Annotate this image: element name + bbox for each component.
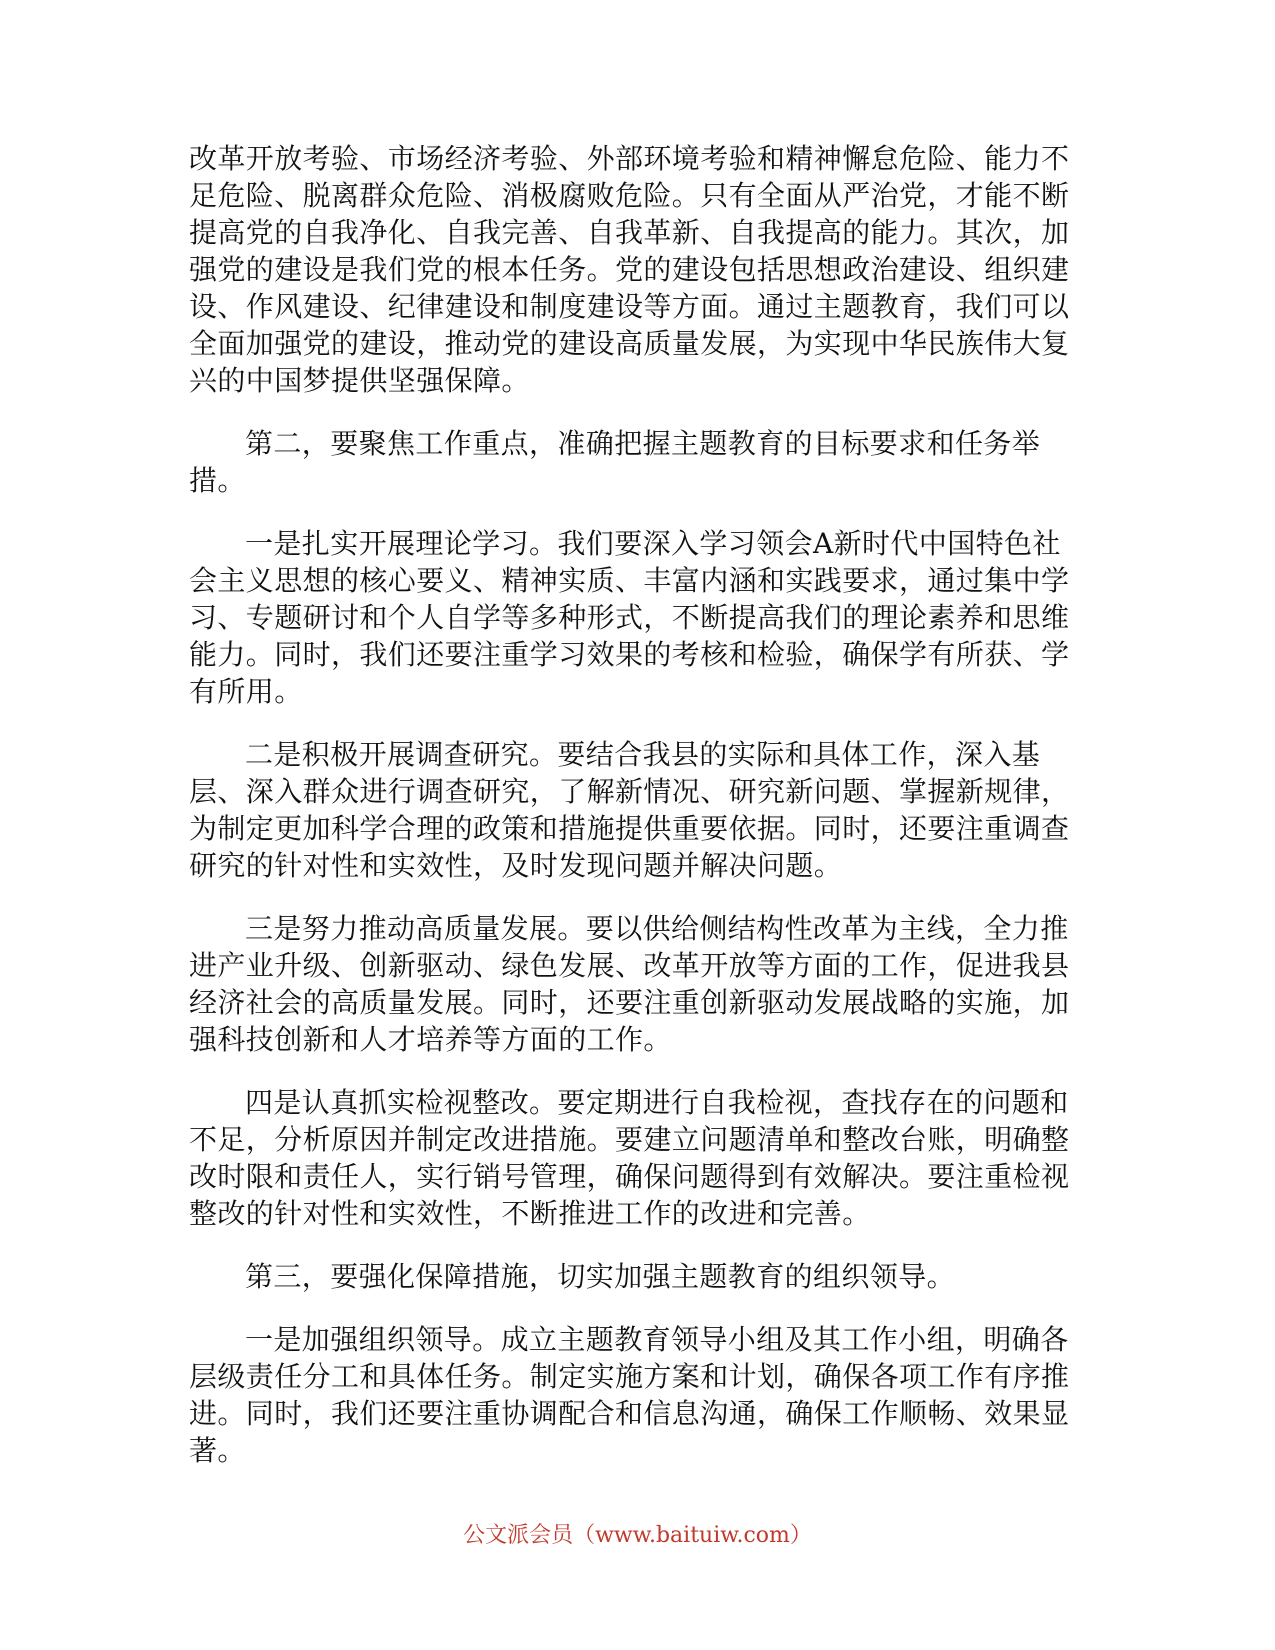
paragraph-theory-study: 一是扎实开展理论学习。我们要深入学习领会A新时代中国特色社会主义思想的核心要义、精神实质、丰富内涵和实践要求，通过集中学习、专题研讨和个人自学等多种形式，不断提高我们的理论素养和思维能力。同时，我们还要注重学习效果的考核和检验，确保学有所获、学有所用。 — [189, 527, 1070, 708]
paragraph-high-quality-development: 三是努力推动高质量发展。要以供给侧结构性改革为主线，全力推进产业升级、创新驱动、绿色发展、改革开放等方面的工作，促进我县经济社会的高质量发展。同时，还要注重创新驱动发展战略的实施，加强科技创新和人才培养等方面的工作。 — [189, 912, 1070, 1056]
paragraph-section-two-heading: 第二，要聚焦工作重点，准确把握主题教育的目标要求和任务举措。 — [189, 427, 1041, 497]
paragraph-investigation-research: 二是积极开展调查研究。要结合我县的实际和具体工作，深入基层、深入群众进行调查研究，了解新情况、研究新问题、掌握新规律，为制定更加科学合理的政策和措施提供重要依据。同时，还要注重调查研究的针对性和实效性，及时发现问题并解决问题。 — [189, 738, 1070, 882]
document-body — [189, 140, 1089, 1495]
paragraph-organization-leadership: 一是加强组织领导。成立主题教育领导小组及其工作小组，明确各层级责任分工和具体任务。制定实施方案和计划，确保各项工作有序推进。同时，我们还要注重协调配合和信息沟通，确保工作顺畅、效果显著。 — [189, 1323, 1070, 1467]
paragraph-inspection-rectification: 四是认真抓实检视整改。要定期进行自我检视，查找存在的问题和不足，分析原因并制定改进措施。要建立问题清单和整改台账，明确整改时限和责任人，实行销号管理，确保问题得到有效解决。要注重检视整改的针对性和实效性，不断推进工作的改进和完善。 — [189, 1086, 1070, 1230]
footer-watermark: 公文派会员（www.baituiw.com） — [463, 1523, 812, 1548]
paragraph-section-three-heading: 第三，要强化保障措施，切实加强主题教育的组织领导。 — [245, 1260, 956, 1293]
paragraph-continuation: 改革开放考验、市场经济考验、外部环境考验和精神懈怠危险、能力不足危险、脱离群众危险、消极腐败危险。只有全面从严治党，才能不断提高党的自我净化、自我完善、自我革新、自我提高的能力。其次，加强党的建设是我们党的根本任务。党的建设包括思想政治建设、组织建设、作风建设、纪律建设和制度建设等方面。通过主题教育，我们可以全面加强党的建设，推动党的建设高质量发展，为实现中华民族伟大复兴的中国梦提供坚强保障。 — [189, 142, 1070, 397]
